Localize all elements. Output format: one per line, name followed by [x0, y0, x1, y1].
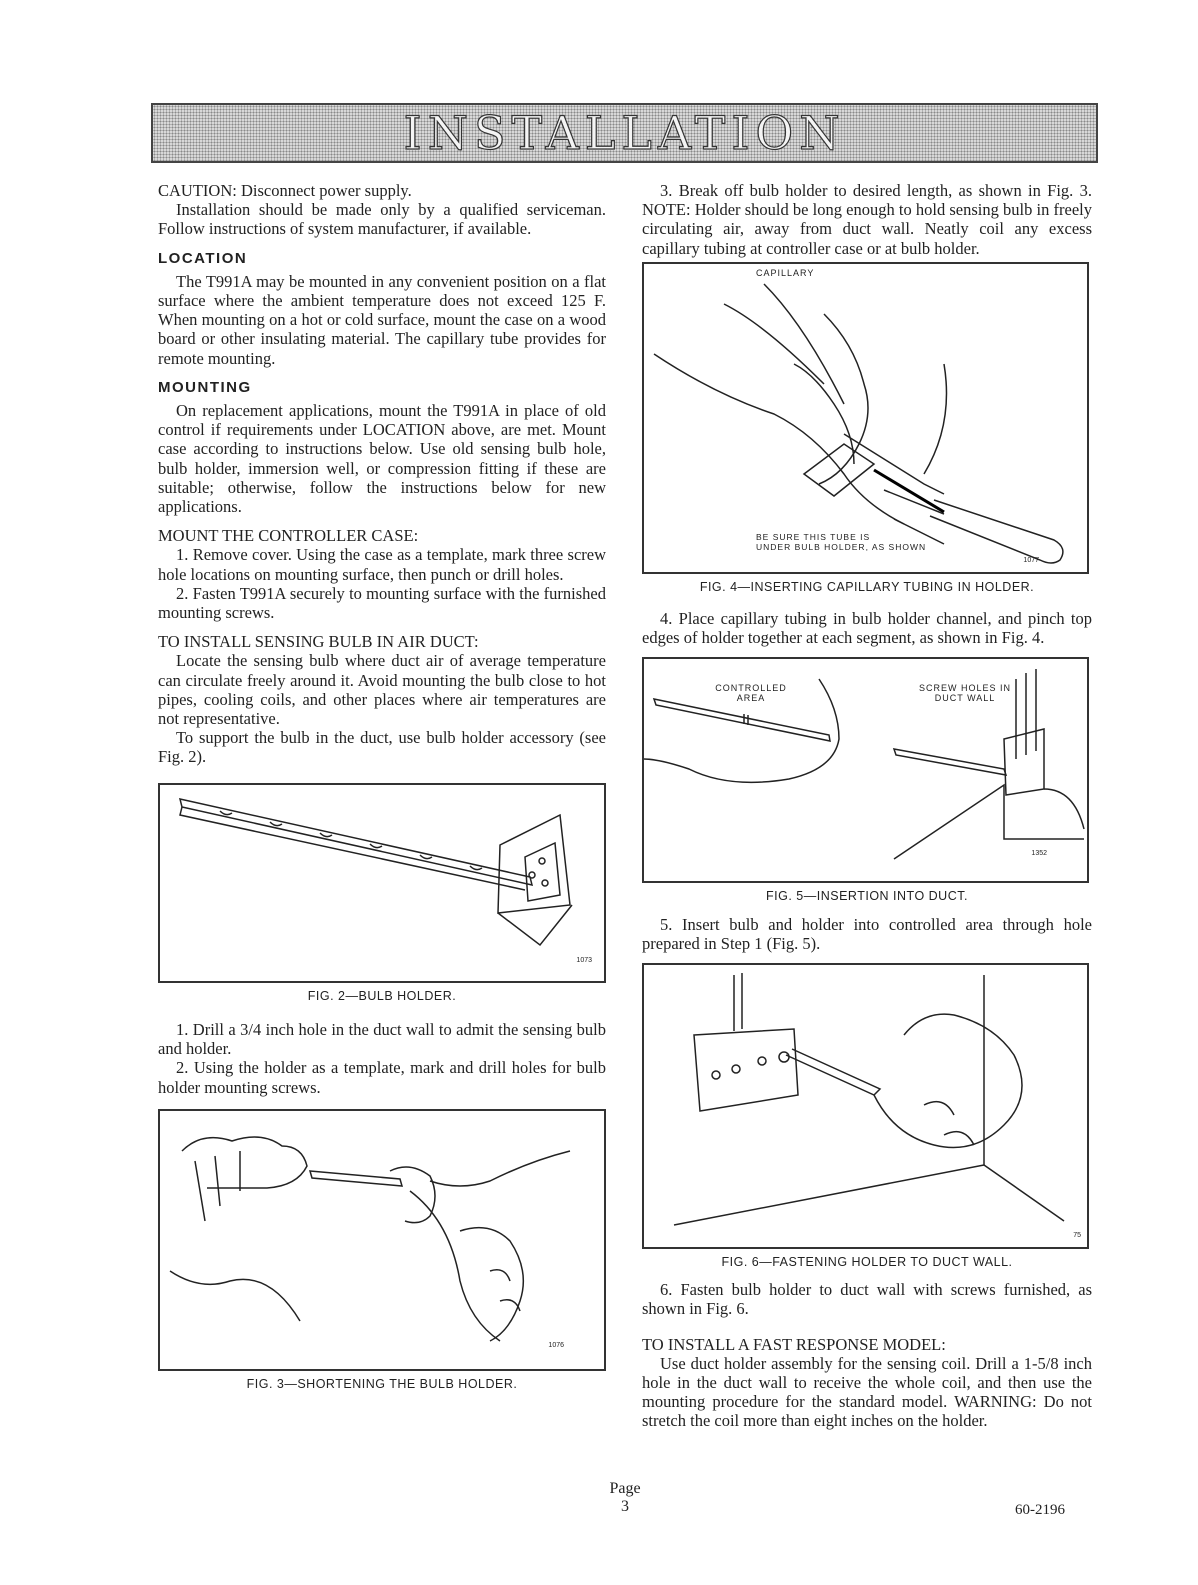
duct-body-2: To support the bulb in the duct, use bulb holder accessory (see Fig. 2). [158, 728, 606, 767]
step-6: 6. Fasten bulb holder to duct wall with screws furnished, as shown in Fig. 6. [642, 1280, 1092, 1319]
caution-text: CAUTION: Disconnect power supply. [158, 181, 412, 200]
page-footer [600, 1480, 650, 1516]
fastening-holder-illustration [644, 965, 1087, 1247]
caution-body: Installation should be made only by a qualified serviceman. Follow instructions of system manufacturer, if available. [158, 200, 606, 239]
tube-note-line-2: UNDER BULB HOLDER, AS SHOWN [756, 541, 927, 552]
tube-note-line-1: BE SURE THIS TUBE IS [756, 531, 871, 542]
screw-holes-line-1: SCREW HOLES IN [918, 683, 1011, 694]
fast-response-heading: TO INSTALL A FAST RESPONSE MODEL: [642, 1334, 946, 1354]
figure-2-number: 1073 [576, 957, 592, 965]
figure-3-shortening-holder [158, 1109, 606, 1371]
duct-step-1: 1. Drill a 3/4 inch hole in the duct wall to admit the sensing bulb and holder. [158, 1019, 606, 1059]
mount-case-heading: MOUNT THE CONTROLLER CASE: [158, 526, 419, 546]
figure-4-inserting-capillary [642, 262, 1089, 574]
step-3: 3. Break off bulb holder to desired length, as shown in Fig. 3. NOTE: Holder should be long enough to hold sensing bulb in freely circulating air, away from duct wall. Neatly coil any excess capillary tubing at controller case or at bulb holder. [642, 181, 1092, 258]
duct-body-1: Locate the sensing bulb where duct air of average temperature can circulate freely around it. Avoid mounting the bulb close to hot pipes, cooling coils, and other places where air temperatures are not representative. [158, 651, 606, 729]
mounting-body: On replacement applications, mount the T991A in place of old control if requirements under LOCATION above, are met. Mount case according to instructions below. Use old sensing bulb hole, bulb holder, immersion well, or compression fitting if these are suitable; otherwise, follow the instructions below for new applications. [158, 401, 606, 517]
location-body: The T991A may be mounted in any convenient position on a flat surface where the ambient temperature does not exceed 125 F. When mounting on a hot or cold surface, mount the case on a wood board or other insulating material. The capillary tube provides for remote mounting. [158, 271, 606, 368]
title-banner [151, 103, 1098, 163]
figure-6-caption: FIG. 6—FASTENING HOLDER TO DUCT WALL. [721, 1255, 1013, 1270]
figure-2-bulb-holder [158, 783, 606, 983]
mount-case-step-1: 1. Remove cover. Using the case as a template, mark three screw hole locations on mounting surface, then punch or drill holes. [158, 545, 606, 584]
controlled-area-line-1: CONTROLLED [715, 683, 787, 694]
capillary-label: CAPILLARY [756, 267, 815, 278]
location-heading: LOCATION [158, 249, 248, 267]
page-number: 3 [621, 1498, 629, 1515]
bulb-holder-illustration [160, 785, 604, 981]
step-5: 5. Insert bulb and holder into controlled area through hole prepared in Step 1 (Fig. 5). [642, 914, 1092, 953]
figure-5-caption: FIG. 5—INSERTION INTO DUCT. [766, 889, 968, 904]
page-title: INSTALLATION [403, 106, 846, 160]
figure-2-caption: FIG. 2—BULB HOLDER. [307, 988, 457, 1003]
fast-response-body: Use duct holder assembly for the sensing coil. Drill a 1-5/8 inch hole in the duct wall to receive the whole coil, and then use the mounting procedure for the standard model. WARNING: Do not stretch the coil more than eight inches on the holder. [642, 1353, 1092, 1431]
figure-5-number: 1352 [1031, 850, 1047, 858]
screw-holes-line-2: DUCT WALL [934, 693, 996, 704]
mounting-heading: MOUNTING [158, 378, 252, 396]
shortening-illustration [160, 1111, 604, 1369]
document-number: 60-2196 [1015, 1502, 1065, 1518]
page-label: Page [609, 1480, 641, 1497]
figure-6-fastening-holder [642, 963, 1089, 1249]
duct-heading: TO INSTALL SENSING BULB IN AIR DUCT: [158, 632, 479, 652]
figure-5-insertion-into-duct [642, 657, 1089, 883]
figure-3-caption: FIG. 3—SHORTENING THE BULB HOLDER. [246, 1376, 518, 1391]
left-column [158, 181, 606, 1402]
duct-step-2: 2. Using the holder as a template, mark and drill holes for bulb holder mounting screws. [158, 1058, 606, 1097]
right-column [642, 181, 1092, 1431]
figure-6-number: 75 [1073, 1231, 1081, 1239]
controlled-area-line-2: AREA [736, 693, 766, 704]
figure-3-number: 1076 [548, 1341, 564, 1349]
inserting-capillary-illustration [644, 264, 1087, 572]
figure-4-caption: FIG. 4—INSERTING CAPILLARY TUBING IN HOLDER. [699, 579, 1035, 594]
step-4: 4. Place capillary tubing in bulb holder channel, and pinch top edges of holder together at each segment, as shown in Fig. 4. [642, 609, 1092, 648]
mount-case-step-2: 2. Fasten T991A securely to mounting surface with the furnished mounting screws. [158, 583, 606, 623]
figure-4-number: 1077 [1023, 556, 1039, 564]
